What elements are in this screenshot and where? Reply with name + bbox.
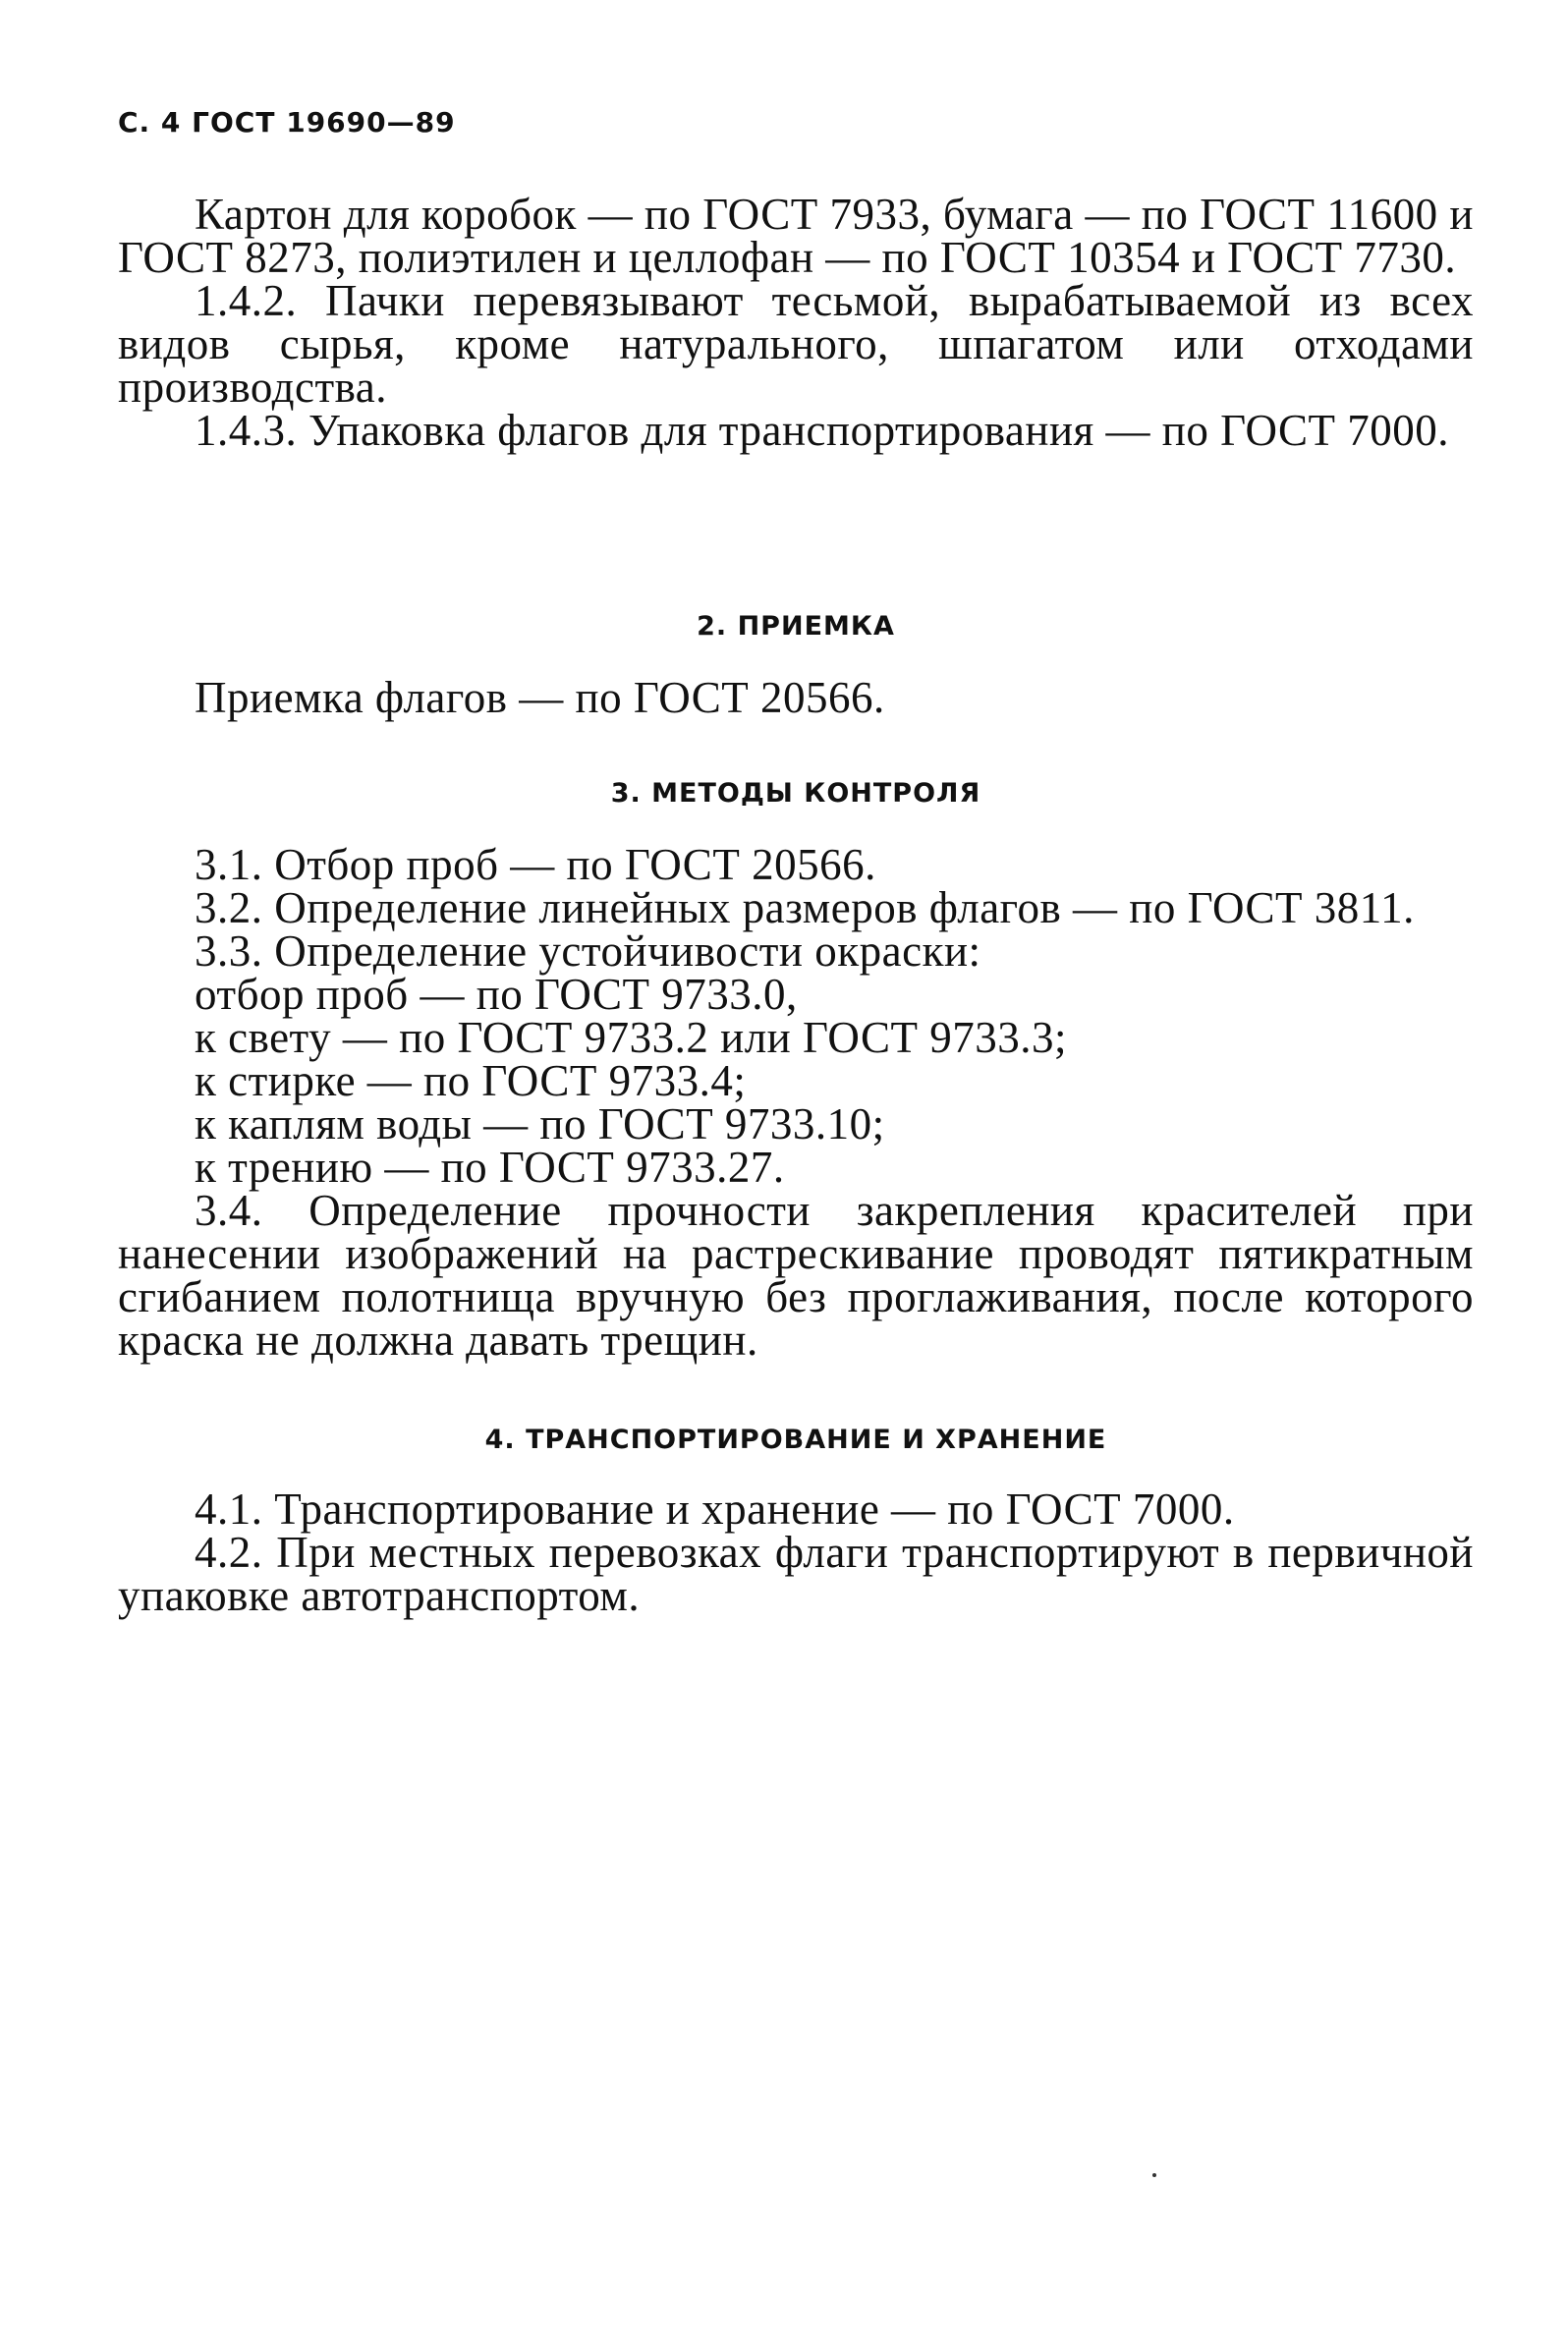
list-item: к трению — по ГОСТ 9733.27.: [195, 1143, 785, 1192]
section-3-heading: 3. МЕТОДЫ КОНТРОЛЯ: [610, 778, 981, 809]
paragraph-3-4: 3.4. Определение прочности закрепления красителей при нанесении изображений на растрескивание проводят пятикратным сгибанием полотнища вручную без проглаживания, после которого краска не должна давать трещин.: [118, 1186, 1474, 1365]
running-head: С. 4 ГОСТ 19690—89: [118, 106, 456, 139]
paragraph-3-2: 3.2. Определение линейных размеров флагов — по ГОСТ 3811.: [195, 883, 1415, 932]
list-item: к стирке — по ГОСТ 9733.4;: [195, 1056, 747, 1105]
packaging-block: [118, 190, 1474, 455]
paragraph-3-3: 3.3. Определение устойчивости окраски:: [195, 926, 981, 976]
paragraph-1-4-3: 1.4.3. Упаковка флагов для транспортирования — по ГОСТ 7000.: [195, 406, 1450, 455]
section-4-heading: 4. ТРАНСПОРТИРОВАНИЕ И ХРАНЕНИЕ: [484, 1425, 1107, 1455]
paragraph-4-1: 4.1. Транспортирование и хранение — по ГОСТ 7000.: [195, 1484, 1235, 1534]
section-3-body: [118, 840, 1474, 1365]
section-2-heading: 2. ПРИЕМКА: [697, 611, 895, 642]
section-4-body: [118, 1484, 1474, 1620]
scan-speck: [1152, 2173, 1156, 2177]
paragraph-1-4-2: 1.4.2. Пачки перевязывают тесьмой, вырабатываемой из всех видов сырья, кроме натурального, шпагатом или отходами производства.: [118, 276, 1474, 412]
list-item: к свету — по ГОСТ 9733.2 или ГОСТ 9733.3;: [195, 1013, 1067, 1062]
paragraph-3-1: 3.1. Отбор проб — по ГОСТ 20566.: [195, 840, 876, 889]
list-item: к каплям воды — по ГОСТ 9733.10;: [195, 1099, 885, 1148]
list-item: отбор проб — по ГОСТ 9733.0,: [195, 970, 798, 1019]
paragraph-packaging-materials: Картон для коробок — по ГОСТ 7933, бумага — по ГОСТ 11600 и ГОСТ 8273, полиэтилен и целлофан — по ГОСТ 10354 и ГОСТ 7730.: [118, 190, 1474, 282]
paragraph-acceptance: Приемка флагов — по ГОСТ 20566.: [195, 673, 885, 722]
section-2-body: [118, 673, 1474, 722]
paragraph-4-2: 4.2. При местных перевозках флаги транспортируют в первичной упаковке автотранспортом.: [118, 1528, 1474, 1620]
